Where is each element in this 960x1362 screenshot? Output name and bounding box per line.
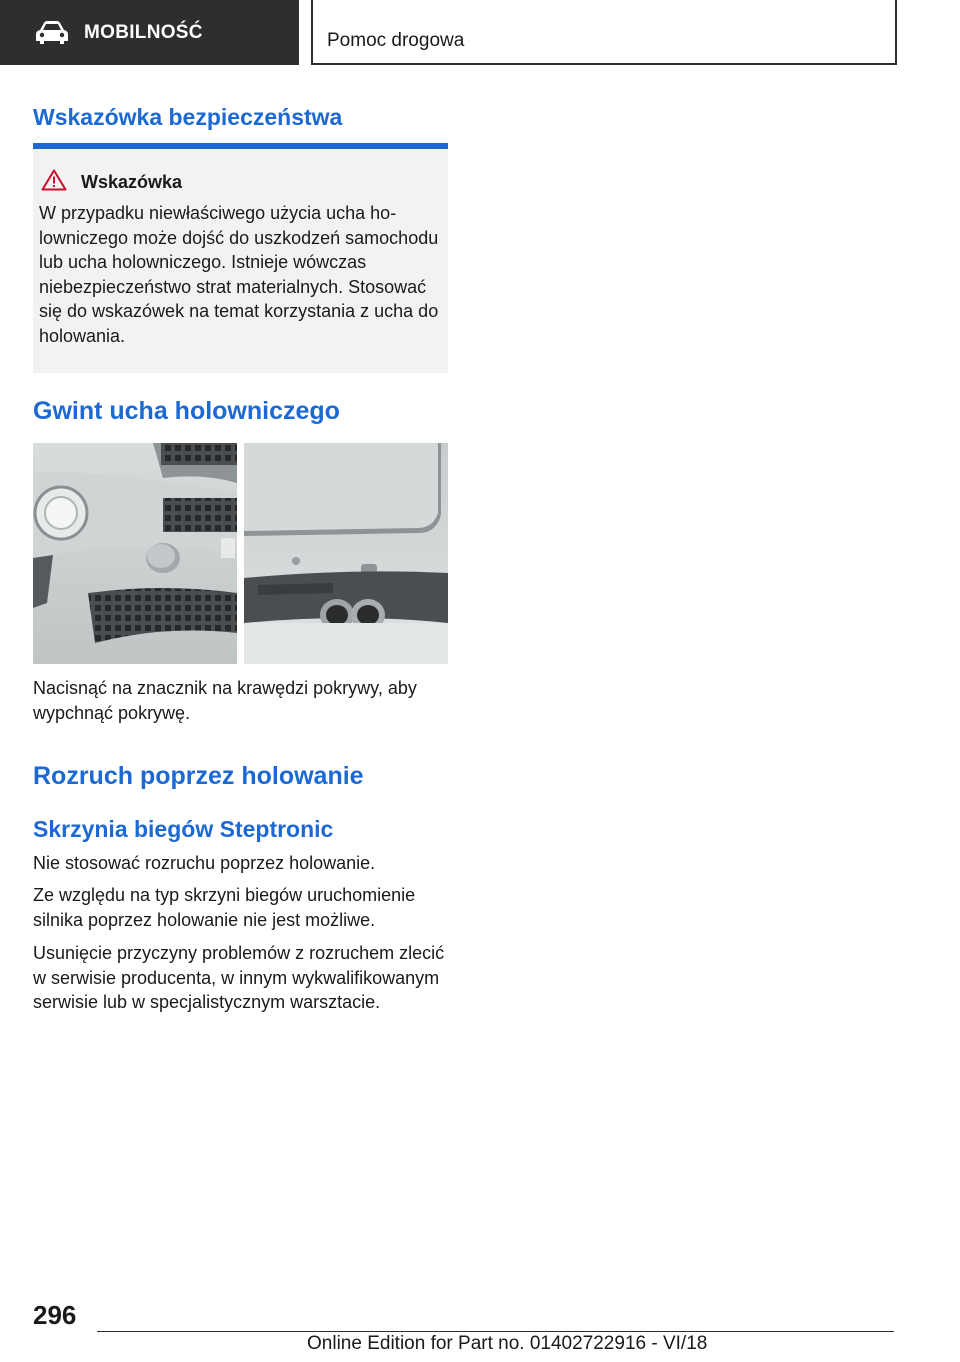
tow-start-paragraph-2: Ze względu na typ skrzyni biegów uruchomienie silnika poprzez holowanie nie jest możliwe. <box>33 885 416 930</box>
chapter-header <box>311 0 897 65</box>
tow-hook-photos <box>33 443 448 664</box>
section-title: MOBILNOŚĆ <box>84 21 203 43</box>
warning-text: W przypadku niewłaściwego użycia ucha holowniczego może dojść do uszkodzeń samochodu lub ucha holowniczego. Istnieje wówczas niebezpieczeństwo strat materialnych. Stosować się do wskazówek na temat korzystania z ucha do holowania. <box>39 203 439 346</box>
warning-row <box>41 169 182 196</box>
tow-start-paragraph-3: Usunięcie przyczyny problemów z rozruchem zlecić w serwisie producenta, w innym wykwalifikowanym serwisie lub w specjalistycznym warsztacie. <box>33 943 445 1013</box>
warning-title: Wskazówka <box>81 172 183 192</box>
tow-start-heading: Rozruch poprzez holowanie <box>33 762 364 790</box>
thread-caption: Nacisnąć na znacznik na krawędzi pokrywy, aby wypchnąć pokrywę. <box>33 678 417 723</box>
warning-note <box>33 149 448 373</box>
section-header <box>0 0 299 65</box>
steptronic-subheading: Skrzynia biegów Steptronic <box>33 816 334 842</box>
safety-heading: Wskazówka bezpieczeństwa <box>33 104 343 130</box>
tow-start-paragraph-1: Nie stosować rozruchu poprzez holowanie. <box>33 853 376 873</box>
thread-heading: Gwint ucha holowniczego <box>33 397 340 425</box>
warning-triangle-icon <box>41 169 67 196</box>
footer-rule <box>97 1331 894 1332</box>
footer-edition: Online Edition for Part no. 01402722916 - VI/18 <box>307 1333 708 1354</box>
page-number: 296 <box>33 1300 77 1330</box>
chapter-title: Pomoc drogowa <box>327 30 465 51</box>
car-icon <box>34 20 70 46</box>
